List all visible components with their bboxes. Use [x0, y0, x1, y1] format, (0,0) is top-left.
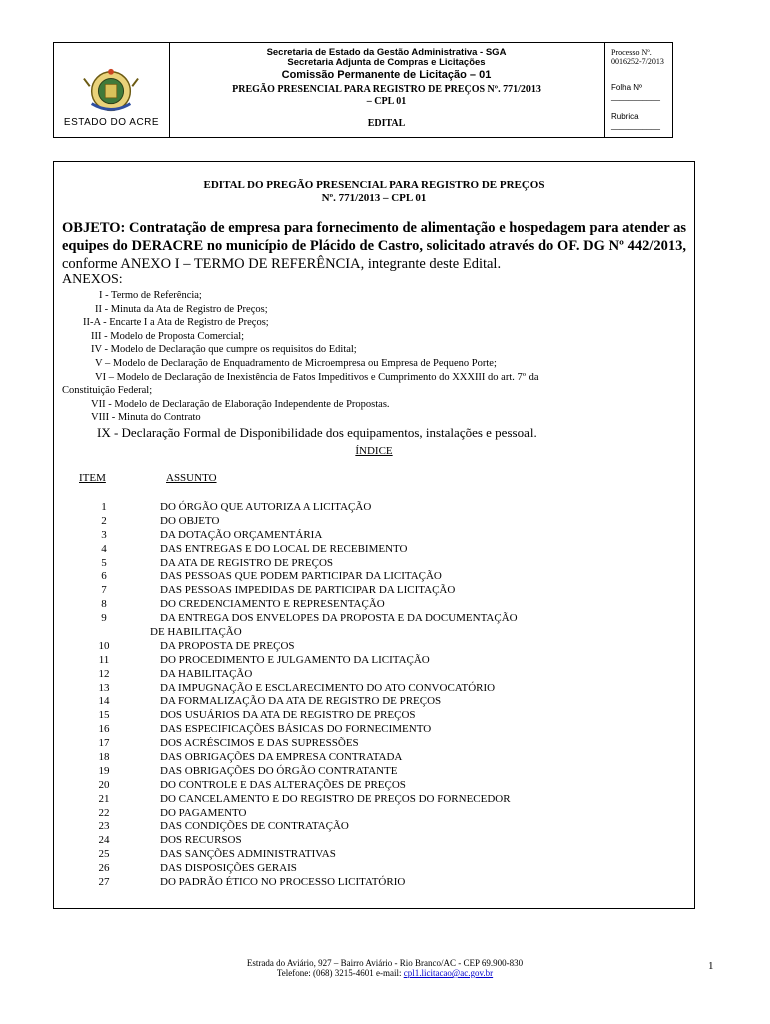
toc-item-subject: DO ÓRGÃO QUE AUTORIZA A LICITAÇÃO [160, 501, 372, 513]
toc-item-subject: DA HABILITAÇÃO [160, 667, 253, 680]
toc-item-number: 14 [98, 695, 110, 708]
toc-item-number: 23 [98, 820, 110, 833]
toc-item-subject: DOS USUÁRIOS DA ATA DE REGISTRO DE PREÇOS [160, 709, 416, 722]
indice-table [54, 501, 694, 890]
anexo-item: II - Minuta da Ata de Registro de Preços; [95, 303, 268, 315]
edital-title: EDITAL DO PREGÃO PRESENCIAL PARA REGISTRO DE PREÇOS [203, 179, 545, 191]
toc-item-number: 24 [98, 834, 110, 847]
toc-row [54, 682, 694, 696]
toc-row [54, 654, 694, 668]
toc-row [54, 765, 694, 779]
toc-row [54, 862, 694, 876]
pregao-line: PREGÃO PRESENCIAL PARA REGISTRO DE PREÇOS Nº. 771/2013 [232, 84, 541, 95]
toc-item-subject: DAS ESPECIFICAÇÕES BÁSICAS DO FORNECIMENTO [160, 723, 432, 736]
secretaria-adjunta-line: Secretaria Adjunta de Compras e Licitações [287, 57, 486, 68]
toc-item-subject: DA IMPUGNAÇÃO E ESCLARECIMENTO DO ATO CONVOCATÓRIO [160, 681, 496, 694]
toc-item-subject: DO CREDENCIAMENTO E REPRESENTAÇÃO [160, 598, 385, 611]
toc-row [54, 640, 694, 654]
toc-row [54, 779, 694, 793]
anexo-item-continuation: Constituição Federal; [62, 385, 153, 397]
toc-row [54, 570, 694, 584]
secretaria-line: Secretaria de Estado da Gestão Administrativa - SGA [266, 47, 507, 58]
edital-label: EDITAL [367, 118, 406, 129]
objeto-rest-text: conforme ANEXO I – TERMO DE REFERÊNCIA, integrante deste Edital. [62, 256, 502, 272]
indice-heading: ÍNDICE [355, 445, 393, 457]
toc-item-number: 26 [98, 862, 110, 875]
toc-item-number: 22 [98, 806, 110, 819]
toc-row [54, 695, 694, 709]
toc-row [54, 501, 694, 515]
toc-item-number: 27 [98, 876, 110, 889]
toc-row [54, 584, 694, 598]
toc-row [54, 515, 694, 529]
toc-item-number: 11 [98, 653, 110, 666]
toc-item-number: 13 [98, 681, 110, 694]
toc-row [54, 737, 694, 751]
toc-item-number: 5 [101, 556, 107, 569]
header-process-cell [604, 43, 672, 137]
toc-item-subject: DAS OBRIGAÇÕES DA EMPRESA CONTRATADA [160, 751, 403, 764]
toc-item-number: 16 [98, 723, 110, 736]
anexo-item: VI – Modelo de Declaração de Inexistência de Fatos Impeditivos e Cumprimento do XXXIII do art. 7º da [95, 371, 539, 383]
toc-row [54, 557, 694, 571]
toc-item-subject: DA PROPOSTA DE PREÇOS [160, 639, 295, 652]
toc-row [54, 723, 694, 737]
toc-item-number: 7 [101, 584, 107, 597]
toc-item-subject: DAS CONDIÇÕES DE CONTRATAÇÃO [160, 820, 349, 833]
folha-field: Folha Nº ___________ [611, 83, 660, 101]
toc-row [54, 820, 694, 834]
toc-row [54, 709, 694, 723]
anexo-item: VIII - Minuta do Contrato [91, 412, 201, 424]
toc-item-number: 17 [98, 737, 110, 750]
footer-phone: Telefone: (068) 3215-4601 e-mail: [276, 968, 404, 978]
footer-email-link[interactable]: cpl1.licitacao@ac.gov.br [403, 968, 494, 978]
toc-item-number: 25 [98, 848, 110, 861]
toc-row [54, 598, 694, 612]
toc-row [54, 668, 694, 682]
toc-row [54, 807, 694, 821]
page-number: 1 [708, 960, 714, 972]
toc-item-subject: DO PAGAMENTO [160, 806, 247, 819]
anexo-item: VII - Modelo de Declaração de Elaboração Independente de Propostas. [91, 398, 390, 410]
anexo-item: IX - Declaração Formal de Disponibilidade dos equipamentos, instalações e pessoal. [97, 424, 537, 440]
toc-item-number: 21 [98, 792, 110, 805]
toc-row [54, 529, 694, 543]
objeto-bold-text: OBJETO: Contratação de empresa para fornecimento de alimentação e hospedagem para atender as equipes do DERACRE no município de Plácido de Castro, solicitado através do OF. DG Nº 442/2013, [62, 220, 686, 254]
toc-item-number: 10 [98, 639, 110, 652]
footer-contact [0, 968, 770, 978]
toc-row [54, 612, 694, 626]
objeto-paragraph [62, 219, 686, 273]
toc-row [54, 876, 694, 890]
toc-item-subject: DAS PESSOAS QUE PODEM PARTICIPAR DA LICITAÇÃO [160, 570, 442, 583]
footer-address: Estrada do Aviário, 927 – Bairro Aviário - Rio Branco/AC - CEP 69.900-830 [246, 958, 524, 968]
toc-item-number: 19 [98, 764, 110, 777]
state-coat-of-arms-icon [82, 65, 140, 123]
toc-item-number: 20 [98, 778, 110, 791]
header-logo-cell [54, 43, 170, 137]
toc-item-number: 1 [101, 501, 107, 513]
toc-item-number: 3 [101, 528, 107, 541]
anexos-heading: ANEXOS: [62, 272, 123, 287]
toc-item-number: 6 [101, 570, 107, 583]
state-label: ESTADO DO ACRE [63, 117, 160, 128]
toc-item-number: 15 [98, 709, 110, 722]
toc-item-subject: DO CONTROLE E DAS ALTERAÇÕES DE PREÇOS [160, 778, 406, 791]
anexo-item: V – Modelo de Declaração de Enquadramento de Microempresa ou Empresa de Pequeno Porte; [95, 357, 497, 369]
toc-item-number: 8 [101, 598, 107, 611]
toc-item-subject: DOS ACRÉSCIMOS E DAS SUPRESSÕES [160, 737, 359, 750]
toc-item-subject: DA ATA DE REGISTRO DE PREÇOS [160, 556, 334, 569]
toc-row [54, 543, 694, 557]
toc-item-subject: DA ENTREGA DOS ENVELOPES DA PROPOSTA E DA DOCUMENTAÇÃO [160, 612, 518, 625]
toc-item-number: 2 [101, 514, 107, 527]
toc-item-number: 9 [101, 612, 107, 625]
rubrica-field: Rubrica ___________ [611, 112, 660, 130]
anexos-list [62, 289, 686, 441]
document-header [53, 42, 673, 138]
anexo-item: II-A - Encarte I a Ata de Registro de Preços; [83, 317, 269, 329]
toc-item-subject: DAS ENTREGAS E DO LOCAL DE RECEBIMENTO [160, 542, 408, 555]
anexo-item: I - Termo de Referência; [99, 290, 202, 301]
edital-number: Nº. 771/2013 – CPL 01 [321, 192, 427, 204]
toc-item-number: 12 [98, 667, 110, 680]
edital-content-box [53, 161, 695, 909]
toc-item-subject: DO CANCELAMENTO E DO REGISTRO DE PREÇOS DO FORNECEDOR [160, 792, 511, 805]
toc-item-subject: DAS PESSOAS IMPEDIDAS DE PARTICIPAR DA LICITAÇÃO [160, 584, 456, 597]
toc-row [54, 848, 694, 862]
toc-item-subject: DOS RECURSOS [160, 834, 242, 847]
item-column-header: ITEM [79, 472, 106, 484]
toc-item-subject: DO PROCEDIMENTO E JULGAMENTO DA LICITAÇÃO [160, 653, 430, 666]
toc-row [54, 751, 694, 765]
toc-item-number: 4 [101, 542, 107, 555]
toc-row [54, 793, 694, 807]
toc-item-subject: DAS SANÇÕES ADMINISTRATIVAS [160, 848, 336, 861]
toc-item-subject: DA DOTAÇÃO ORÇAMENTÁRIA [160, 528, 323, 541]
assunto-column-header: ASSUNTO [166, 472, 217, 484]
toc-row [54, 834, 694, 848]
toc-item-subject: DAS OBRIGAÇÕES DO ÓRGÃO CONTRATANTE [160, 764, 398, 777]
toc-item-number: 18 [98, 751, 110, 764]
anexo-item: III - Modelo de Proposta Comercial; [91, 330, 245, 342]
cpl-line: – CPL 01 [366, 96, 407, 107]
header-title-cell [169, 43, 605, 137]
toc-item-subject: DE HABILITAÇÃO [150, 626, 242, 639]
toc-item-subject: DAS DISPOSIÇÕES GERAIS [160, 862, 297, 875]
toc-row [54, 626, 694, 640]
comissao-line: Comissão Permanente de Licitação – 01 [281, 69, 492, 81]
toc-item-subject: DA FORMALIZAÇÃO DA ATA DE REGISTRO DE PREÇOS [160, 695, 442, 708]
toc-item-subject: DO PADRÃO ÉTICO NO PROCESSO LICITATÓRIO [160, 876, 406, 889]
processo-number: Processo Nº. 0016252-7/2013 [611, 48, 664, 66]
anexo-item: IV - Modelo de Declaração que cumpre os requisitos do Edital; [91, 344, 357, 356]
toc-item-subject: DO OBJETO [160, 514, 220, 527]
